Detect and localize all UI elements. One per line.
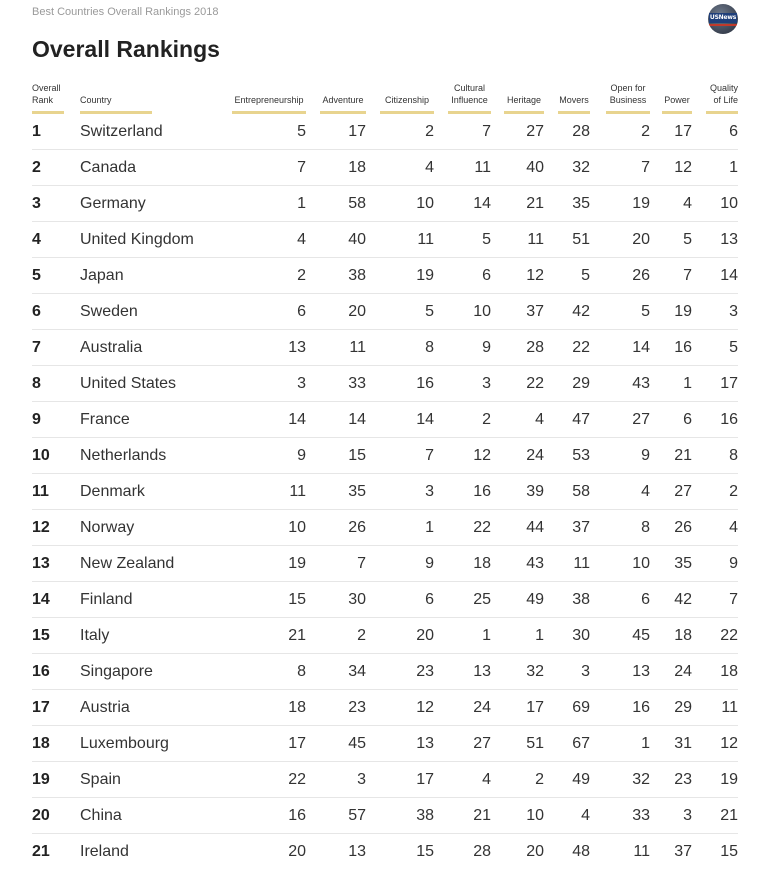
rank-cell: 16: [32, 663, 50, 680]
score-cell: 58: [572, 483, 590, 500]
rank-cell: 7: [32, 339, 41, 356]
score-cell: 29: [674, 699, 692, 716]
score-cell: 9: [425, 555, 434, 572]
score-cell: 21: [674, 447, 692, 464]
column-header-heritage: Heritage: [504, 94, 544, 114]
score-cell: 16: [674, 339, 692, 356]
score-cell: 21: [720, 807, 738, 824]
table-row: [32, 438, 738, 474]
score-cell: 13: [473, 663, 491, 680]
score-cell: 42: [674, 591, 692, 608]
column-header-power: Power: [662, 94, 692, 114]
score-cell: 1: [425, 519, 434, 536]
score-cell: 9: [297, 447, 306, 464]
score-cell: 34: [348, 663, 366, 680]
usnews-logo-stripe: [708, 24, 738, 26]
score-cell: 16: [473, 483, 491, 500]
score-cell: 6: [729, 123, 738, 140]
country-cell: Spain: [80, 771, 121, 788]
score-cell: 32: [632, 771, 650, 788]
score-cell: 10: [720, 195, 738, 212]
rank-cell: 20: [32, 807, 50, 824]
table-row: [32, 474, 738, 510]
score-cell: 4: [297, 231, 306, 248]
score-cell: 21: [526, 195, 544, 212]
score-cell: 35: [572, 195, 590, 212]
score-cell: 13: [348, 843, 366, 860]
score-cell: 4: [683, 195, 692, 212]
score-cell: 20: [526, 843, 544, 860]
table-header-row: [32, 76, 738, 114]
score-cell: 10: [473, 303, 491, 320]
score-cell: 13: [720, 231, 738, 248]
score-cell: 2: [535, 771, 544, 788]
score-cell: 38: [348, 267, 366, 284]
score-cell: 12: [720, 735, 738, 752]
score-cell: 43: [632, 375, 650, 392]
score-cell: 32: [526, 663, 544, 680]
score-cell: 15: [720, 843, 738, 860]
score-cell: 48: [572, 843, 590, 860]
score-cell: 29: [572, 375, 590, 392]
score-cell: 16: [416, 375, 434, 392]
score-cell: 45: [348, 735, 366, 752]
score-cell: 26: [632, 267, 650, 284]
rank-cell: 11: [32, 483, 49, 500]
rank-cell: 1: [32, 123, 41, 140]
score-cell: 14: [720, 267, 738, 284]
score-cell: 51: [572, 231, 590, 248]
table-row: [32, 186, 738, 222]
score-cell: 22: [288, 771, 306, 788]
usnews-logo-text: USNews: [709, 14, 737, 21]
rank-cell: 4: [32, 231, 41, 248]
column-header-entrepreneurship: Entrepreneurship: [232, 94, 306, 114]
score-cell: 20: [348, 303, 366, 320]
score-cell: 3: [683, 807, 692, 824]
rank-cell: 17: [32, 699, 50, 716]
score-cell: 1: [729, 159, 738, 176]
score-cell: 26: [674, 519, 692, 536]
score-cell: 24: [473, 699, 491, 716]
score-cell: 9: [482, 339, 491, 356]
score-cell: 14: [416, 411, 434, 428]
page-title: Overall Rankings: [32, 36, 220, 62]
column-header-cultural-influence: Cultural Influence: [448, 82, 491, 114]
score-cell: 27: [632, 411, 650, 428]
page-caption: Best Countries Overall Rankings 2018: [32, 6, 219, 18]
score-cell: 2: [425, 123, 434, 140]
score-cell: 26: [348, 519, 366, 536]
score-cell: 7: [357, 555, 366, 572]
score-cell: 10: [526, 807, 544, 824]
table-row: [32, 762, 738, 798]
country-cell: Ireland: [80, 843, 129, 860]
country-cell: China: [80, 807, 122, 824]
score-cell: 13: [416, 735, 434, 752]
rank-cell: 2: [32, 159, 41, 176]
column-header-movers: Movers: [558, 94, 590, 114]
score-cell: 3: [581, 663, 590, 680]
score-cell: 12: [526, 267, 544, 284]
score-cell: 24: [674, 663, 692, 680]
score-cell: 12: [473, 447, 491, 464]
score-cell: 44: [526, 519, 544, 536]
score-cell: 16: [288, 807, 306, 824]
score-cell: 22: [473, 519, 491, 536]
rank-cell: 5: [32, 267, 41, 284]
score-cell: 39: [526, 483, 544, 500]
score-cell: 31: [674, 735, 692, 752]
score-cell: 21: [473, 807, 491, 824]
table-row: [32, 294, 738, 330]
score-cell: 28: [526, 339, 544, 356]
table-row: [32, 546, 738, 582]
score-cell: 11: [527, 231, 544, 248]
score-cell: 28: [473, 843, 491, 860]
score-cell: 18: [348, 159, 366, 176]
score-cell: 7: [425, 447, 434, 464]
score-cell: 6: [425, 591, 434, 608]
country-cell: Germany: [80, 195, 146, 212]
score-cell: 5: [425, 303, 434, 320]
score-cell: 3: [357, 771, 366, 788]
country-cell: Austria: [80, 699, 130, 716]
score-cell: 5: [641, 303, 650, 320]
score-cell: 17: [720, 375, 738, 392]
score-cell: 51: [526, 735, 544, 752]
score-cell: 38: [572, 591, 590, 608]
score-cell: 1: [482, 627, 491, 644]
table-row: [32, 114, 738, 150]
score-cell: 40: [348, 231, 366, 248]
score-cell: 14: [473, 195, 491, 212]
column-header-open-for-business: Open for Business: [606, 82, 650, 114]
score-cell: 30: [572, 627, 590, 644]
score-cell: 5: [683, 231, 692, 248]
score-cell: 32: [572, 159, 590, 176]
score-cell: 19: [288, 555, 306, 572]
score-cell: 9: [641, 447, 650, 464]
score-cell: 4: [425, 159, 434, 176]
score-cell: 33: [632, 807, 650, 824]
score-cell: 17: [674, 123, 692, 140]
score-cell: 7: [683, 267, 692, 284]
score-cell: 33: [348, 375, 366, 392]
score-cell: 14: [348, 411, 366, 428]
country-cell: Finland: [80, 591, 133, 608]
country-cell: New Zealand: [80, 555, 175, 572]
score-cell: 20: [416, 627, 434, 644]
score-cell: 21: [288, 627, 306, 644]
score-cell: 4: [535, 411, 544, 428]
score-cell: 4: [729, 519, 738, 536]
score-cell: 7: [729, 591, 738, 608]
score-cell: 17: [288, 735, 306, 752]
country-cell: Denmark: [80, 483, 145, 500]
score-cell: 23: [348, 699, 366, 716]
rankings-table: [32, 76, 738, 870]
score-cell: 4: [482, 771, 491, 788]
score-cell: 8: [641, 519, 650, 536]
score-cell: 35: [348, 483, 366, 500]
score-cell: 11: [289, 483, 306, 500]
rank-cell: 14: [32, 591, 50, 608]
table-row: [32, 222, 738, 258]
score-cell: 2: [357, 627, 366, 644]
usnews-logo: [708, 4, 738, 34]
table-body: [32, 114, 738, 870]
rank-cell: 8: [32, 375, 41, 392]
rank-cell: 19: [32, 771, 50, 788]
country-cell: Sweden: [80, 303, 138, 320]
score-cell: 7: [482, 123, 491, 140]
score-cell: 1: [297, 195, 306, 212]
score-cell: 20: [632, 231, 650, 248]
score-cell: 69: [572, 699, 590, 716]
score-cell: 3: [729, 303, 738, 320]
score-cell: 23: [674, 771, 692, 788]
score-cell: 37: [674, 843, 692, 860]
score-cell: 20: [288, 843, 306, 860]
table-row: [32, 834, 738, 870]
score-cell: 8: [729, 447, 738, 464]
country-cell: Australia: [80, 339, 143, 356]
score-cell: 22: [572, 339, 590, 356]
score-cell: 11: [721, 699, 738, 716]
score-cell: 11: [633, 843, 650, 860]
score-cell: 5: [581, 267, 590, 284]
country-cell: Singapore: [80, 663, 153, 680]
score-cell: 12: [674, 159, 692, 176]
table-row: [32, 258, 738, 294]
score-cell: 15: [288, 591, 306, 608]
score-cell: 25: [473, 591, 491, 608]
country-cell: Netherlands: [80, 447, 167, 464]
rank-cell: 18: [32, 735, 50, 752]
score-cell: 18: [473, 555, 491, 572]
score-cell: 16: [632, 699, 650, 716]
score-cell: 15: [348, 447, 366, 464]
score-cell: 11: [417, 231, 434, 248]
column-header-adventure: Adventure: [320, 94, 366, 114]
rank-cell: 6: [32, 303, 41, 320]
score-cell: 2: [482, 411, 491, 428]
rank-cell: 15: [32, 627, 50, 644]
score-cell: 23: [416, 663, 434, 680]
score-cell: 38: [416, 807, 434, 824]
score-cell: 5: [482, 231, 491, 248]
score-cell: 13: [632, 663, 650, 680]
rank-cell: 9: [32, 411, 41, 428]
score-cell: 57: [348, 807, 366, 824]
score-cell: 22: [720, 627, 738, 644]
score-cell: 43: [526, 555, 544, 572]
score-cell: 1: [641, 735, 650, 752]
score-cell: 47: [572, 411, 590, 428]
score-cell: 11: [349, 339, 366, 356]
score-cell: 14: [632, 339, 650, 356]
country-cell: Switzerland: [80, 123, 163, 140]
country-cell: France: [80, 411, 130, 428]
score-cell: 6: [297, 303, 306, 320]
score-cell: 3: [425, 483, 434, 500]
country-cell: Italy: [80, 627, 110, 644]
score-cell: 7: [297, 159, 306, 176]
score-cell: 18: [720, 663, 738, 680]
table-row: [32, 654, 738, 690]
score-cell: 1: [535, 627, 544, 644]
score-cell: 1: [683, 375, 692, 392]
score-cell: 24: [526, 447, 544, 464]
score-cell: 19: [674, 303, 692, 320]
score-cell: 3: [297, 375, 306, 392]
score-cell: 28: [572, 123, 590, 140]
rank-cell: 12: [32, 519, 50, 536]
score-cell: 10: [416, 195, 434, 212]
score-cell: 5: [297, 123, 306, 140]
country-cell: Canada: [80, 159, 137, 176]
score-cell: 4: [581, 807, 590, 824]
score-cell: 58: [348, 195, 366, 212]
score-cell: 10: [632, 555, 650, 572]
table-row: [32, 798, 738, 834]
score-cell: 13: [288, 339, 306, 356]
column-header-country: Country: [80, 94, 152, 114]
score-cell: 37: [572, 519, 590, 536]
rank-cell: 13: [32, 555, 50, 572]
rank-cell: 10: [32, 447, 50, 464]
score-cell: 6: [641, 591, 650, 608]
score-cell: 27: [473, 735, 491, 752]
score-cell: 17: [526, 699, 544, 716]
score-cell: 17: [416, 771, 434, 788]
score-cell: 19: [632, 195, 650, 212]
country-cell: Japan: [80, 267, 124, 284]
table-row: [32, 330, 738, 366]
score-cell: 17: [348, 123, 366, 140]
score-cell: 37: [526, 303, 544, 320]
table-row: [32, 582, 738, 618]
score-cell: 30: [348, 591, 366, 608]
score-cell: 14: [288, 411, 306, 428]
score-cell: 19: [720, 771, 738, 788]
column-header-overall-rank: Overall Rank: [32, 82, 64, 114]
country-cell: United Kingdom: [80, 231, 194, 248]
score-cell: 9: [729, 555, 738, 572]
score-cell: 12: [416, 699, 434, 716]
table-row: [32, 366, 738, 402]
score-cell: 7: [641, 159, 650, 176]
score-cell: 11: [573, 555, 590, 572]
score-cell: 3: [482, 375, 491, 392]
score-cell: 18: [288, 699, 306, 716]
score-cell: 35: [674, 555, 692, 572]
score-cell: 40: [526, 159, 544, 176]
score-cell: 2: [641, 123, 650, 140]
score-cell: 42: [572, 303, 590, 320]
score-cell: 18: [674, 627, 692, 644]
score-cell: 8: [425, 339, 434, 356]
table-row: [32, 726, 738, 762]
score-cell: 67: [572, 735, 590, 752]
score-cell: 10: [288, 519, 306, 536]
score-cell: 2: [729, 483, 738, 500]
score-cell: 49: [572, 771, 590, 788]
table-row: [32, 150, 738, 186]
score-cell: 22: [526, 375, 544, 392]
score-cell: 6: [683, 411, 692, 428]
country-cell: Luxembourg: [80, 735, 169, 752]
table-row: [32, 510, 738, 546]
score-cell: 27: [526, 123, 544, 140]
score-cell: 5: [729, 339, 738, 356]
score-cell: 6: [482, 267, 491, 284]
score-cell: 4: [641, 483, 650, 500]
rank-cell: 21: [32, 843, 50, 860]
score-cell: 27: [674, 483, 692, 500]
score-cell: 45: [632, 627, 650, 644]
country-cell: Norway: [80, 519, 135, 536]
score-cell: 49: [526, 591, 544, 608]
score-cell: 53: [572, 447, 590, 464]
column-header-citizenship: Citizenship: [380, 94, 434, 114]
score-cell: 11: [474, 159, 491, 176]
table-row: [32, 690, 738, 726]
table-row: [32, 618, 738, 654]
country-cell: United States: [80, 375, 177, 392]
rank-cell: 3: [32, 195, 41, 212]
column-header-quality-of-life: Quality of Life: [706, 82, 738, 114]
table-row: [32, 402, 738, 438]
score-cell: 15: [416, 843, 434, 860]
score-cell: 8: [297, 663, 306, 680]
score-cell: 2: [297, 267, 306, 284]
score-cell: 19: [416, 267, 434, 284]
score-cell: 16: [720, 411, 738, 428]
